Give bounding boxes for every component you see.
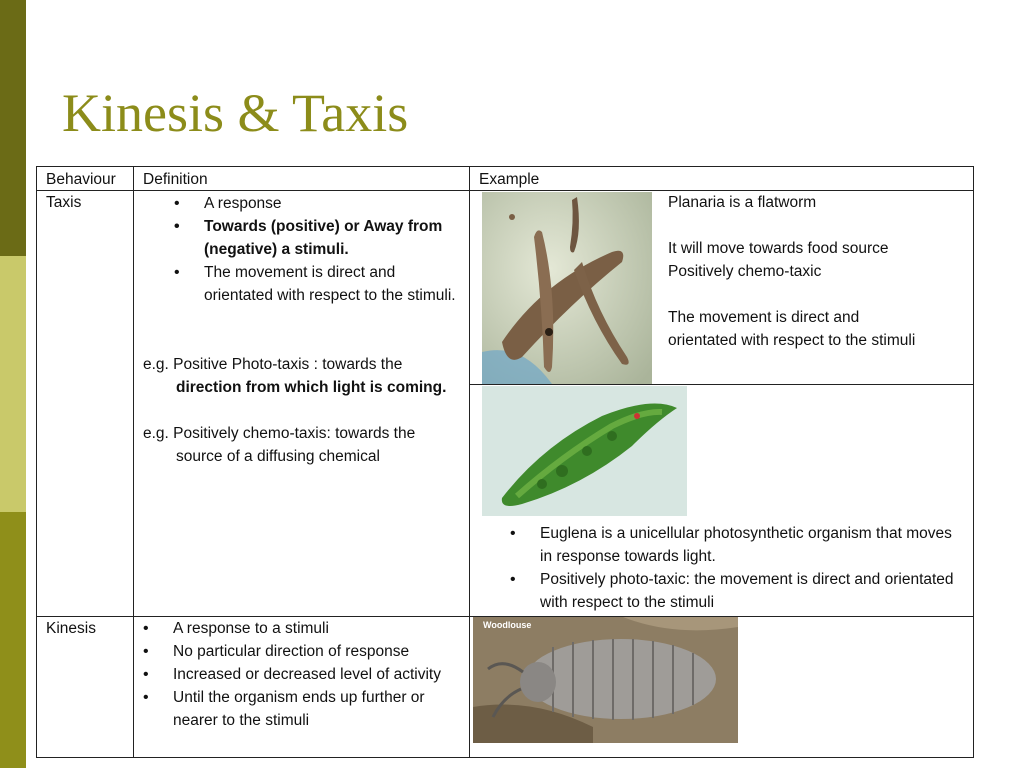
eg-chemo-line1: e.g. Positively chemo-taxis: towards the: [143, 425, 416, 442]
euglena-description: [540, 522, 965, 614]
kinesis-definition: [173, 617, 465, 732]
eg-photo-line2: direction from which light is coming.: [176, 379, 447, 396]
column-divider: [133, 167, 134, 757]
header-example: Example: [479, 171, 540, 188]
kinesis-definition-item: • Increased or decreased level of activity: [173, 663, 465, 686]
accent-bar-middle: [0, 256, 26, 512]
header-behaviour: Behaviour: [46, 171, 116, 188]
planaria-line: It will move towards food source: [668, 240, 889, 257]
taxis-definition-item: • Towards (positive) or Away from (negative) a stimuli.: [204, 215, 466, 261]
planaria-line: The movement is direct and: [668, 309, 860, 326]
taxis-example-chemo: [143, 422, 468, 468]
taxis-definition: [204, 192, 466, 307]
planaria-line: orientated with respect to the stimuli: [668, 332, 916, 349]
comparison-table: [36, 166, 974, 758]
eg-chemo-line2: source of a diffusing chemical: [176, 448, 380, 465]
kinesis-definition-item: • Until the organism ends up further or nearer to the stimuli: [173, 686, 465, 732]
planaria-image: [482, 192, 652, 384]
taxis-definition-item: • A response: [204, 192, 466, 215]
column-divider: [469, 167, 470, 757]
accent-bar-bottom: [0, 512, 26, 768]
euglena-image: [482, 386, 687, 516]
eg-photo-line1: e.g. Positive Photo-taxis : towards the: [143, 356, 403, 373]
slide-title: Kinesis & Taxis: [62, 83, 409, 143]
planaria-line: Planaria is a flatworm: [668, 194, 817, 211]
woodlouse-image: [473, 617, 738, 743]
euglena-item: • Euglena is a unicellular photosynthetic organism that moves in response towards light.: [540, 522, 965, 568]
accent-bar-top: [0, 0, 26, 256]
kinesis-definition-item: • No particular direction of response: [173, 640, 465, 663]
planaria-description: [668, 191, 968, 352]
header-definition: Definition: [143, 171, 208, 188]
taxis-definition-item: The movement is direct and orientated with respect to the stimuli.: [204, 264, 456, 304]
euglena-item: • Positively photo-taxic: the movement is direct and orientated with respect to the stimuli: [540, 568, 965, 614]
woodlouse-caption: Woodlouse: [483, 620, 532, 630]
behaviour-taxis: Taxis: [46, 194, 82, 211]
kinesis-definition-item: • A response to a stimuli: [173, 617, 465, 640]
row-divider: [469, 384, 973, 385]
planaria-line: Positively chemo-taxic: [668, 263, 822, 280]
behaviour-kinesis: Kinesis: [46, 620, 96, 637]
taxis-definition-item: [204, 261, 466, 307]
taxis-example-photo: [143, 353, 468, 399]
